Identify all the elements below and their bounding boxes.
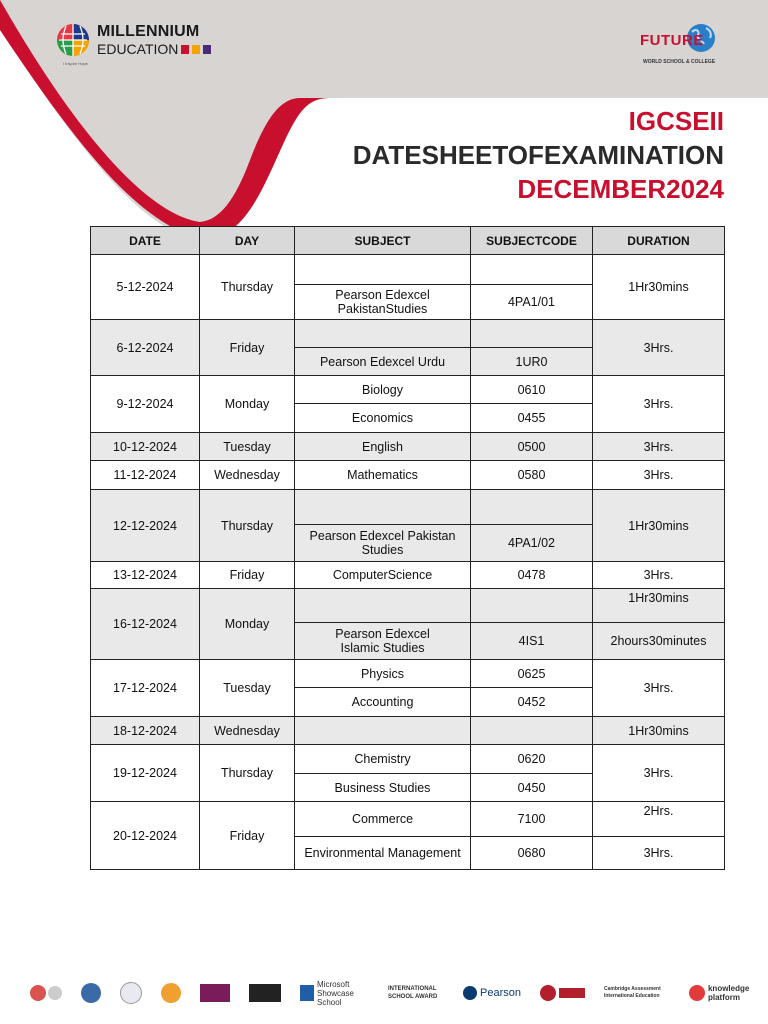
university-logo-icon <box>540 982 585 1004</box>
subject-cell <box>295 589 471 623</box>
date-cell: 10-12-2024 <box>91 433 200 461</box>
subject-cell: Accounting <box>295 688 471 717</box>
day-cell: Monday <box>200 589 295 660</box>
date-cell: 12-12-2024 <box>91 490 200 562</box>
logo-line1: MILLENNIUM <box>97 23 200 40</box>
duration-cell: 1Hr30mins <box>593 255 725 320</box>
duration-cell: 3Hrs. <box>593 837 725 870</box>
inet-logo-icon <box>161 982 181 1004</box>
title-line1: IGCSEII <box>628 106 724 136</box>
table-row <box>91 802 725 837</box>
day-cell: Thursday <box>200 745 295 802</box>
isa-text: INTERNATIONAL SCHOOL AWARD <box>388 986 438 1000</box>
duration-cell: 3Hrs. <box>593 433 725 461</box>
date-cell: 17-12-2024 <box>91 660 200 717</box>
globe-logo-icon <box>55 22 91 58</box>
millennium-education-logo <box>55 22 211 58</box>
subject-cell: Pearson Edexcel Urdu <box>295 348 471 376</box>
code-cell: 0452 <box>471 688 593 717</box>
top-100-logo-icon <box>249 982 281 1004</box>
title-block <box>353 104 724 206</box>
footer-logos <box>30 978 750 1008</box>
cambridge-text: Cambridge Assessment International Education <box>603 986 661 999</box>
logo-tagline: I Inspire Hope <box>63 61 88 66</box>
future-logo-subtitle: WORLD SCHOOL & COLLEGE <box>643 59 716 65</box>
table-row <box>91 461 725 490</box>
code-cell: 0610 <box>471 376 593 404</box>
code-cell: 4PA1/01 <box>471 285 593 320</box>
subject-cell: Business Studies <box>295 774 471 802</box>
flag-bar-purple <box>203 45 211 54</box>
duration-cell: 3Hrs. <box>593 745 725 802</box>
day-cell: Friday <box>200 802 295 870</box>
header-date: DATE <box>91 227 200 255</box>
day-cell: Monday <box>200 376 295 433</box>
tie-logo-icon <box>120 982 142 1004</box>
table-row <box>91 255 725 285</box>
code-cell <box>471 320 593 348</box>
code-cell: 0455 <box>471 404 593 433</box>
table-row <box>91 745 725 774</box>
future-logo-word: FUTURE <box>640 32 704 49</box>
code-cell: 4IS1 <box>471 623 593 660</box>
subject-cell <box>295 490 471 525</box>
date-cell: 9-12-2024 <box>91 376 200 433</box>
table-row <box>91 562 725 589</box>
subject-cell: English <box>295 433 471 461</box>
day-cell: Tuesday <box>200 433 295 461</box>
knowledge-platform-logo <box>689 982 750 1004</box>
subject-cell: Environmental Management <box>295 837 471 870</box>
duration-cell: 2Hrs. <box>593 802 725 837</box>
flag-bar-red <box>181 45 189 54</box>
microsoft-showcase-text: Microsoft Showcase School <box>317 979 354 1007</box>
duration-cell: 1Hr30mins <box>593 589 725 623</box>
date-cell: 5-12-2024 <box>91 255 200 320</box>
subject-cell: Mathematics <box>295 461 471 490</box>
table-row <box>91 320 725 348</box>
table-row <box>91 660 725 688</box>
subject-cell: Pearson Edexcel Islamic Studies <box>295 623 471 660</box>
table-header-row <box>91 227 725 255</box>
code-cell: 0625 <box>471 660 593 688</box>
subject-cell <box>295 255 471 285</box>
microsoft-showcase-logo <box>300 979 369 1007</box>
day-cell: Thursday <box>200 255 295 320</box>
table-row <box>91 717 725 745</box>
header-day: DAY <box>200 227 295 255</box>
code-cell: 0580 <box>471 461 593 490</box>
subject-cell: Chemistry <box>295 745 471 774</box>
code-cell: 4PA1/02 <box>471 525 593 562</box>
seal-logo-icon <box>81 982 101 1004</box>
date-cell: 6-12-2024 <box>91 320 200 376</box>
code-cell <box>471 490 593 525</box>
datesheet-table <box>90 226 725 870</box>
pearson-text: Pearson <box>480 987 521 999</box>
header-duration: DURATION <box>593 227 725 255</box>
duration-cell: 1Hr30mins <box>593 717 725 745</box>
code-cell: 1UR0 <box>471 348 593 376</box>
date-cell: 13-12-2024 <box>91 562 200 589</box>
code-cell <box>471 255 593 285</box>
table-row <box>91 589 725 623</box>
date-cell: 20-12-2024 <box>91 802 200 870</box>
brands-award-logo-icon <box>200 982 230 1004</box>
international-school-award-logo <box>388 982 444 1004</box>
duration-cell: 3Hrs. <box>593 562 725 589</box>
future-world-school-logo <box>640 22 720 68</box>
header-subject-code: SUBJECTCODE <box>471 227 593 255</box>
duration-cell: 3Hrs. <box>593 320 725 376</box>
logo-line2-text: EDUCATION <box>97 41 179 57</box>
day-cell: Friday <box>200 320 295 376</box>
pearson-logo <box>463 982 521 1004</box>
table-row <box>91 376 725 404</box>
table-row <box>91 433 725 461</box>
subject-cell: Biology <box>295 376 471 404</box>
title-line2: DATESHEETOFEXAMINATION <box>352 140 724 170</box>
day-cell: Wednesday <box>200 717 295 745</box>
code-cell: 7100 <box>471 802 593 837</box>
logo-line2 <box>97 42 211 56</box>
day-cell: Wednesday <box>200 461 295 490</box>
code-cell: 0500 <box>471 433 593 461</box>
subject-cell: Pearson Edexcel Pakistan Studies <box>295 525 471 562</box>
subject-cell: Economics <box>295 404 471 433</box>
code-cell <box>471 717 593 745</box>
table-row <box>91 490 725 525</box>
subject-cell <box>295 320 471 348</box>
title-line3: DECEMBER2024 <box>517 174 724 204</box>
subject-cell: Pearson Edexcel PakistanStudies <box>295 285 471 320</box>
duration-cell: 3Hrs. <box>593 660 725 717</box>
subject-cell: Physics <box>295 660 471 688</box>
cambridge-logo <box>604 982 670 1004</box>
duration-cell: 1Hr30mins <box>593 490 725 562</box>
day-cell: Friday <box>200 562 295 589</box>
code-cell: 0620 <box>471 745 593 774</box>
iso-logo-icon <box>30 982 62 1004</box>
day-cell: Tuesday <box>200 660 295 717</box>
code-cell <box>471 589 593 623</box>
subject-cell: Commerce <box>295 802 471 837</box>
code-cell: 0478 <box>471 562 593 589</box>
duration-cell: 2hours30minutes <box>593 623 725 660</box>
subject-cell <box>295 717 471 745</box>
duration-cell: 3Hrs. <box>593 376 725 433</box>
code-cell: 0450 <box>471 774 593 802</box>
date-cell: 11-12-2024 <box>91 461 200 490</box>
date-cell: 18-12-2024 <box>91 717 200 745</box>
subject-cell: ComputerScience <box>295 562 471 589</box>
knowledge-platform-text: knowledge platform <box>707 984 750 1002</box>
date-cell: 19-12-2024 <box>91 745 200 802</box>
duration-cell: 3Hrs. <box>593 461 725 490</box>
header-subject: SUBJECT <box>295 227 471 255</box>
code-cell: 0680 <box>471 837 593 870</box>
date-cell: 16-12-2024 <box>91 589 200 660</box>
day-cell: Thursday <box>200 490 295 562</box>
flag-bar-orange <box>192 45 200 54</box>
